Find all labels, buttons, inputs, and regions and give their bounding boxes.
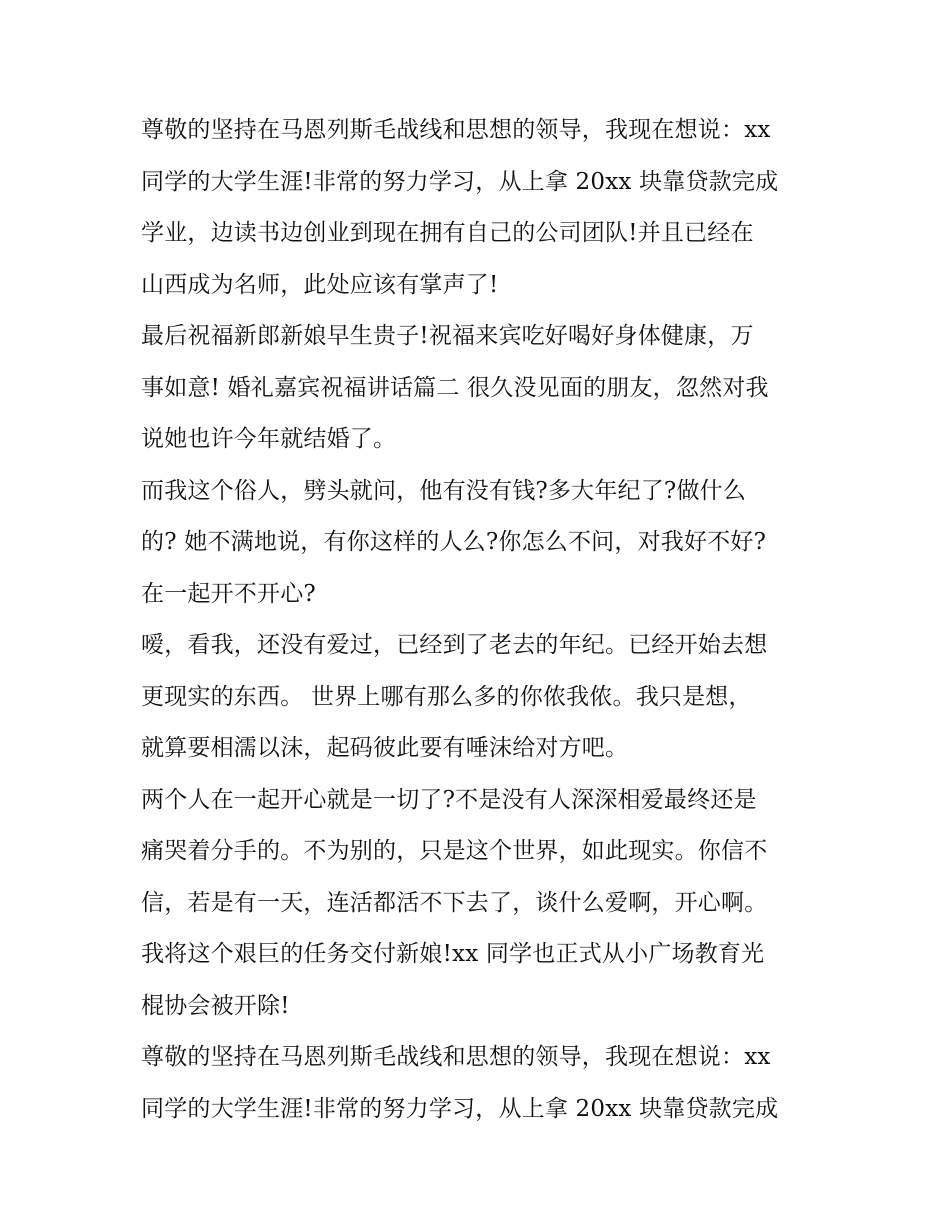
text-line: 两个人在一起开心就是一切了?不是没有人深深相爱最终还是: [141, 786, 757, 813]
text-line: 信，若是有一天，连活都活不下去了，谈什么爱啊，开心啊。: [141, 889, 768, 916]
text-line: 同学的大学生涯!非常的努力学习，从上拿 20xx 块靠贷款完成: [141, 168, 779, 195]
text-line: 山西成为名师，此处应该有掌声了!: [141, 271, 499, 298]
text-line: 痛哭着分手的。不为别的，只是这个世界，如此现实。你信不: [141, 838, 768, 864]
text-line: 更现实的东西。 世界上哪有那么多的你侬我侬。我只是想，: [141, 683, 752, 710]
text-line: 我将这个艰巨的任务交付新娘!xx 同学也正式从小广场教育光: [141, 941, 765, 967]
text-line: 嗳，看我，还没有爱过，已经到了老去的年纪。已经开始去想: [141, 632, 768, 658]
text-line: 学业，边读书边创业到现在拥有自己的公司团队!并且已经在: [141, 220, 754, 246]
text-line: 在一起开不开心?: [141, 580, 316, 607]
text-line: 事如意! 婚礼嘉宾祝福讲话篇二 很久没见面的朋友，忽然对我: [141, 374, 769, 401]
text-line: 棍协会被开除!: [141, 992, 290, 1019]
text-line: 同学的大学生涯!非常的努力学习，从上拿 20xx 块靠贷款完成: [141, 1095, 779, 1122]
text-line: 而我这个俗人，劈头就问，他有没有钱?多大年纪了?做什么: [141, 477, 747, 504]
text-line: 尊敬的坚持在马恩列斯毛战线和思想的领导，我现在想说：xx: [141, 1044, 771, 1070]
text-line: 最后祝福新郎新娘早生贵子!祝福来宾吃好喝好身体健康，万: [141, 323, 754, 349]
text-line: 尊敬的坚持在马恩列斯毛战线和思想的领导，我现在想说：xx: [141, 117, 771, 143]
text-line: 就算要相濡以沫，起码彼此要有唾沫给对方吧。: [141, 735, 629, 761]
text-line: 的? 她不满地说，有你这样的人么?你怎么不问，对我好不好?: [141, 529, 767, 555]
text-line: 说她也许今年就结婚了。: [141, 426, 397, 452]
document-body: [141, 105, 821, 1135]
